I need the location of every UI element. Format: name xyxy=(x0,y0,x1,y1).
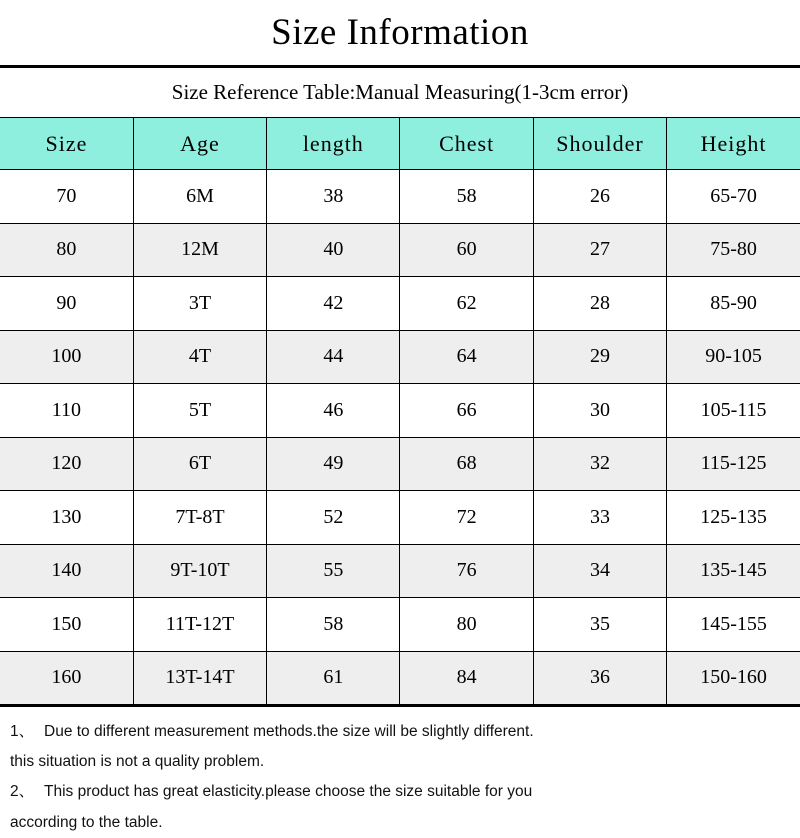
note-item xyxy=(10,717,790,747)
column-header-shoulder: Shoulder xyxy=(533,118,666,170)
cell-shoulder: 34 xyxy=(533,544,666,598)
cell-shoulder: 36 xyxy=(533,651,666,705)
cell-size: 90 xyxy=(0,277,133,331)
notes-section xyxy=(0,707,800,838)
column-header-height: Height xyxy=(667,118,800,170)
cell-shoulder: 30 xyxy=(533,384,666,438)
note-number: 2、 xyxy=(10,783,35,801)
cell-length: 38 xyxy=(267,170,400,224)
cell-length: 61 xyxy=(267,651,400,705)
cell-age: 3T xyxy=(133,277,266,331)
note-continuation: according to the table. xyxy=(10,813,163,831)
table-row xyxy=(0,223,800,277)
size-reference-table xyxy=(0,67,800,705)
table-row xyxy=(0,170,800,224)
cell-length: 42 xyxy=(267,277,400,331)
cell-age: 6T xyxy=(133,437,266,491)
page-title: Size Information xyxy=(271,12,529,53)
table-body xyxy=(0,68,800,705)
cell-shoulder: 29 xyxy=(533,330,666,384)
size-table-container xyxy=(0,65,800,707)
column-header-length: length xyxy=(267,118,400,170)
cell-chest: 80 xyxy=(400,598,533,652)
cell-height: 65-70 xyxy=(667,170,800,224)
cell-size: 100 xyxy=(0,330,133,384)
cell-chest: 68 xyxy=(400,437,533,491)
table-row xyxy=(0,437,800,491)
note-number: 1、 xyxy=(10,723,35,740)
cell-age: 7T-8T xyxy=(133,491,266,545)
cell-size: 150 xyxy=(0,598,133,652)
cell-shoulder: 35 xyxy=(533,598,666,652)
table-row xyxy=(0,544,800,598)
cell-length: 44 xyxy=(267,330,400,384)
cell-chest: 72 xyxy=(400,491,533,545)
cell-chest: 62 xyxy=(400,277,533,331)
cell-size: 160 xyxy=(0,651,133,705)
column-header-size: Size xyxy=(0,118,133,170)
cell-size: 140 xyxy=(0,544,133,598)
cell-height: 90-105 xyxy=(667,330,800,384)
cell-shoulder: 32 xyxy=(533,437,666,491)
cell-height: 135-145 xyxy=(667,544,800,598)
cell-chest: 58 xyxy=(400,170,533,224)
cell-height: 85-90 xyxy=(667,277,800,331)
cell-height: 75-80 xyxy=(667,223,800,277)
cell-length: 58 xyxy=(267,598,400,652)
column-header-age: Age xyxy=(133,118,266,170)
cell-shoulder: 28 xyxy=(533,277,666,331)
cell-size: 110 xyxy=(0,384,133,438)
table-row xyxy=(0,598,800,652)
cell-length: 49 xyxy=(267,437,400,491)
cell-height: 115-125 xyxy=(667,437,800,491)
cell-chest: 84 xyxy=(400,651,533,705)
table-row xyxy=(0,330,800,384)
note-text: This product has great elasticity.please choose the size suitable for you xyxy=(44,783,533,801)
table-row xyxy=(0,384,800,438)
table-header-row xyxy=(0,118,800,170)
column-header-chest: Chest xyxy=(400,118,533,170)
cell-age: 9T-10T xyxy=(133,544,266,598)
cell-length: 55 xyxy=(267,544,400,598)
table-row xyxy=(0,491,800,545)
cell-height: 125-135 xyxy=(667,491,800,545)
table-row xyxy=(0,277,800,331)
cell-age: 5T xyxy=(133,384,266,438)
cell-length: 40 xyxy=(267,223,400,277)
table-caption: Size Reference Table:Manual Measuring(1-3cm error) xyxy=(0,68,800,118)
cell-height: 145-155 xyxy=(667,598,800,652)
cell-size: 80 xyxy=(0,223,133,277)
cell-age: 4T xyxy=(133,330,266,384)
cell-shoulder: 33 xyxy=(533,491,666,545)
note-text: Due to different measurement methods.the size will be slightly different. xyxy=(44,723,534,740)
cell-age: 13T-14T xyxy=(133,651,266,705)
cell-length: 52 xyxy=(267,491,400,545)
table-row xyxy=(0,651,800,705)
cell-size: 70 xyxy=(0,170,133,224)
note-continuation: this situation is not a quality problem. xyxy=(10,753,265,771)
cell-size: 120 xyxy=(0,437,133,491)
cell-size: 130 xyxy=(0,491,133,545)
cell-age: 6M xyxy=(133,170,266,224)
cell-shoulder: 26 xyxy=(533,170,666,224)
cell-length: 46 xyxy=(267,384,400,438)
cell-age: 12M xyxy=(133,223,266,277)
cell-chest: 64 xyxy=(400,330,533,384)
table-caption-row xyxy=(0,68,800,118)
cell-chest: 60 xyxy=(400,223,533,277)
note-item xyxy=(10,777,790,807)
cell-chest: 66 xyxy=(400,384,533,438)
cell-age: 11T-12T xyxy=(133,598,266,652)
cell-height: 105-115 xyxy=(667,384,800,438)
cell-height: 150-160 xyxy=(667,651,800,705)
cell-chest: 76 xyxy=(400,544,533,598)
cell-shoulder: 27 xyxy=(533,223,666,277)
